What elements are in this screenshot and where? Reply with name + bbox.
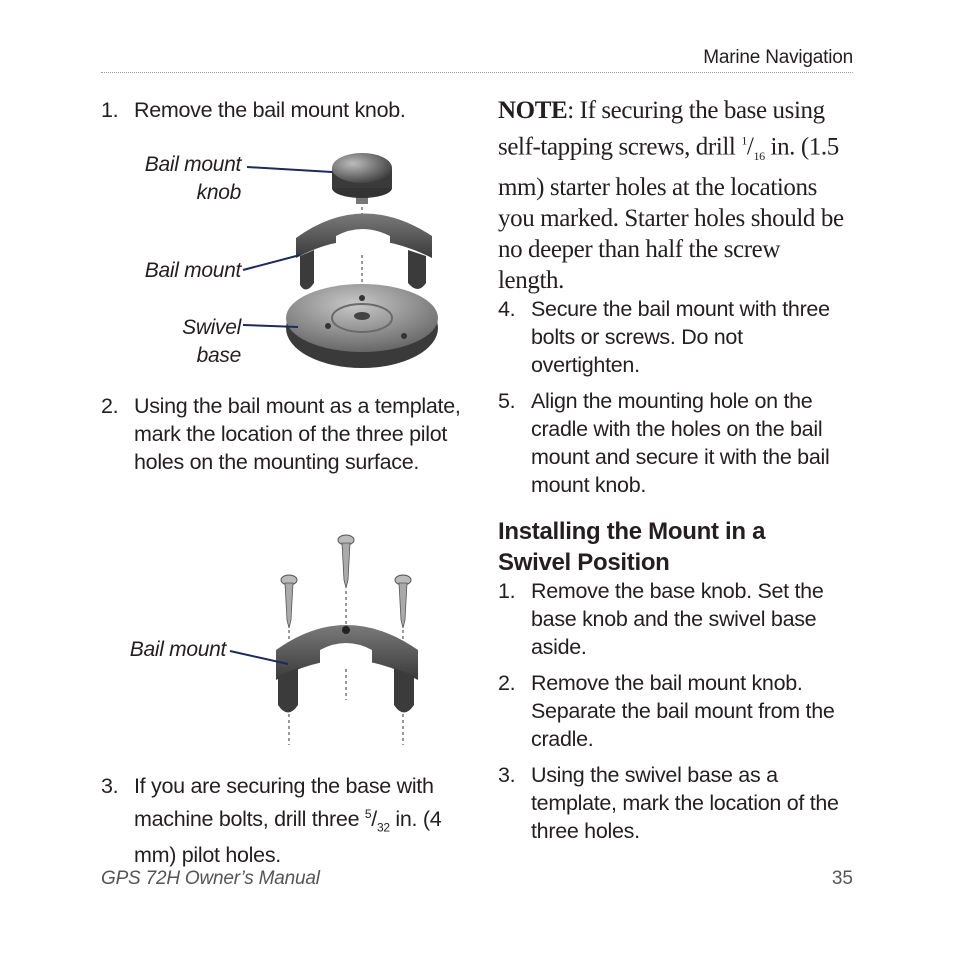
step-text: Using the swivel base as a template, mark the location of the three holes. [531, 763, 839, 843]
screw-center [338, 535, 354, 588]
step-number: 3. [101, 774, 119, 798]
step-4 [498, 295, 848, 379]
sub-step-1 [498, 577, 848, 661]
callout-bail-mount-knob: Bail mount knob [144, 153, 241, 204]
note-paragraph: NOTE: If securing the base using self-tapping screws, drill $^1/_{16}$ in. (1.5 mm) starter holes at the locations you marked. Starter holes should be no deeper than half the screw length. [498, 97, 844, 295]
step-text: Align the mounting hole on the cradle with the holes on the bail mount and secure it with the bail mount knob. [531, 389, 830, 497]
step-number: 2. [101, 394, 119, 418]
step-text: Using the bail mount as a template, mark the location of the three pilot holes on the mounting surface. [134, 394, 461, 474]
step-text: Secure the bail mount with three bolts or screws. Do not overtighten. [531, 297, 830, 377]
sub-step-2 [498, 669, 848, 753]
callout-bail-mount-2: Bail mount [129, 638, 226, 661]
screw-right [395, 575, 411, 628]
footer-manual-title: GPS 72H Owner’s Manual [101, 868, 320, 889]
step-number: 5. [498, 389, 516, 413]
step-text: If you are securing the base with machine bolts, drill three $^5/_{32}$ in. (4 mm) pilot holes. [134, 774, 442, 868]
step-number: 1. [498, 579, 516, 603]
section-heading: Installing the Mount in a Swivel Position [498, 518, 766, 576]
step-text: Remove the base knob. Set the base knob and the swivel base aside. [531, 579, 824, 659]
section-title: Marine Navigation [703, 47, 853, 68]
sub-step-3 [498, 761, 848, 845]
step-number: 1. [101, 98, 119, 122]
step-text: Remove the bail mount knob. Separate the bail mount from the cradle. [531, 671, 835, 751]
step-number: 4. [498, 297, 516, 321]
step-number: 2. [498, 671, 516, 695]
step-3 [101, 772, 461, 869]
screw-left [281, 575, 297, 628]
bail-mount-part-2 [276, 625, 418, 713]
callout-bail-mount: Bail mount [144, 259, 241, 282]
step-5 [498, 387, 848, 499]
step-number: 3. [498, 763, 516, 787]
footer-page-number: 35 [831, 868, 853, 889]
step-text: Remove the bail mount knob. [134, 98, 406, 122]
note-label: NOTE [498, 97, 568, 124]
callout-swivel-base: Swivel base [182, 316, 241, 367]
